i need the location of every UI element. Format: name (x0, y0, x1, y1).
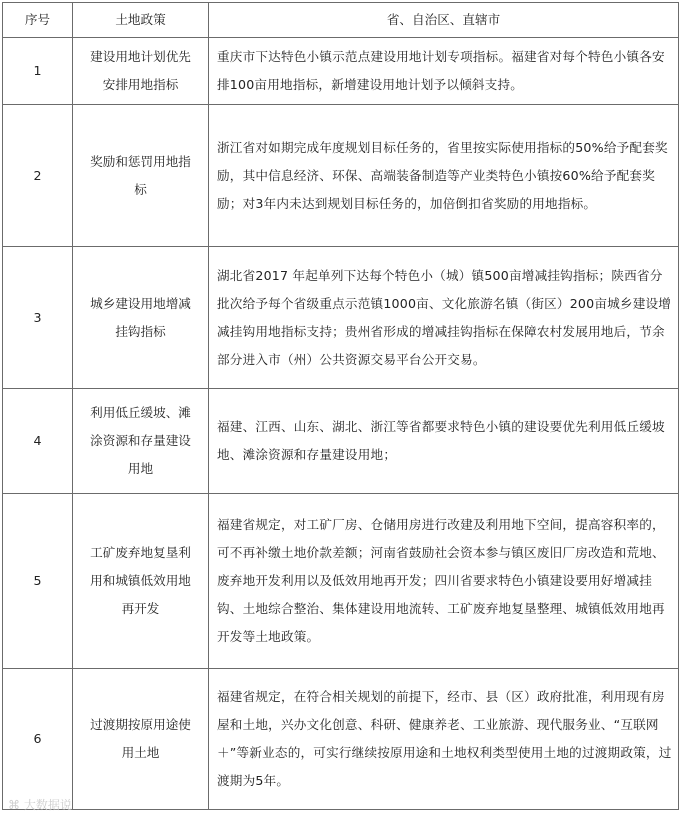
header-row (3, 3, 679, 38)
policy-text: 建设用地计划优先安排用地指标 (90, 49, 191, 92)
policy-cell (73, 105, 209, 247)
detail-text: 福建省规定，在符合相关规划的前提下，经市、县（区）政府批准，利用现有房屋和土地，兴办文化创意、科研、健康养老、工业旅游、现代服务业、“互联网＋”等新业态的，可实行继续按原用途和土地权利类型使用土地的过渡期政策，过渡期为5年。 (217, 689, 672, 788)
watermark-text: 大数据说 (23, 798, 72, 812)
policy-text: 利用低丘缓坡、滩涂资源和存量建设用地 (90, 405, 191, 476)
table-row (3, 38, 679, 105)
detail-text: 福建、江西、山东、湖北、浙江等省都要求特色小镇的建设要优先利用低丘缓坡地、滩涂资源和存量建设用地； (217, 419, 665, 462)
detail-cell (209, 494, 679, 669)
policy-text: 奖励和惩罚用地指标 (90, 153, 191, 197)
policy-cell (73, 38, 209, 105)
detail-cell (209, 669, 679, 810)
header-index: 序号 (3, 3, 73, 38)
table-row (3, 389, 679, 494)
policy-cell (73, 669, 209, 810)
policy-text: 城乡建设用地增减挂钩指标 (90, 295, 191, 339)
row-number: 6 (3, 669, 73, 810)
watermark-logo-icon: ⌘ (8, 798, 20, 812)
detail-cell (209, 105, 679, 247)
detail-text: 湖北省2017 年起单列下达每个特色小（城）镇500亩增减挂钩指标；陕西省分批次给予每个省级重点示范镇1000亩、文化旅游名镇（街区）200亩城乡建设增减挂钩用地指标支持；贵州省形成的增减挂钩指标在保障农村发展用地后，节余部分进入市（州）公共资源交易平台公开交易。 (217, 267, 672, 367)
table-row (3, 494, 679, 669)
header-policy: 土地政策 (73, 3, 209, 38)
table-row (3, 105, 679, 247)
policy-text: 过渡期按原用途使用土地 (90, 717, 191, 760)
row-number: 4 (3, 389, 73, 494)
table-row (3, 247, 679, 389)
policy-cell (73, 247, 209, 389)
detail-cell (209, 38, 679, 105)
detail-cell (209, 389, 679, 494)
policy-cell (73, 389, 209, 494)
row-number: 3 (3, 247, 73, 389)
detail-text: 浙江省对如期完成年度规划目标任务的，省里按实际使用指标的50%给予配套奖励，其中信息经济、环保、高端装备制造等产业类特色小镇按60%给予配套奖励；对3年内未达到规划目标任务的，加倍倒扣省奖励的用地指标。 (217, 139, 668, 211)
policy-text: 工矿废弃地复垦利用和城镇低效用地再开发 (90, 545, 191, 616)
row-number: 2 (3, 105, 73, 247)
table-row (3, 669, 679, 810)
watermark (8, 796, 72, 813)
land-policy-table (2, 2, 679, 810)
policy-cell (73, 494, 209, 669)
detail-text: 重庆市下达特色小镇示范点建设用地计划专项指标。福建省对每个特色小镇各安排100亩用地指标，新增建设用地计划予以倾斜支持。 (217, 49, 665, 92)
detail-text: 福建省规定，对工矿厂房、仓储用房进行改建及利用地下空间，提高容积率的，可不再补缴土地价款差额；河南省鼓励社会资本参与镇区废旧厂房改造和荒地、废弃地开发利用以及低效用地再开发；四川省要求特色小镇建设要用好增减挂钩、土地综合整治、集体建设用地流转、工矿废弃地复垦整理、城镇低效用地再开发等土地政策。 (217, 517, 665, 644)
header-region: 省、自治区、直辖市 (209, 3, 679, 38)
row-number: 1 (3, 38, 73, 105)
row-number: 5 (3, 494, 73, 669)
detail-cell (209, 247, 679, 389)
